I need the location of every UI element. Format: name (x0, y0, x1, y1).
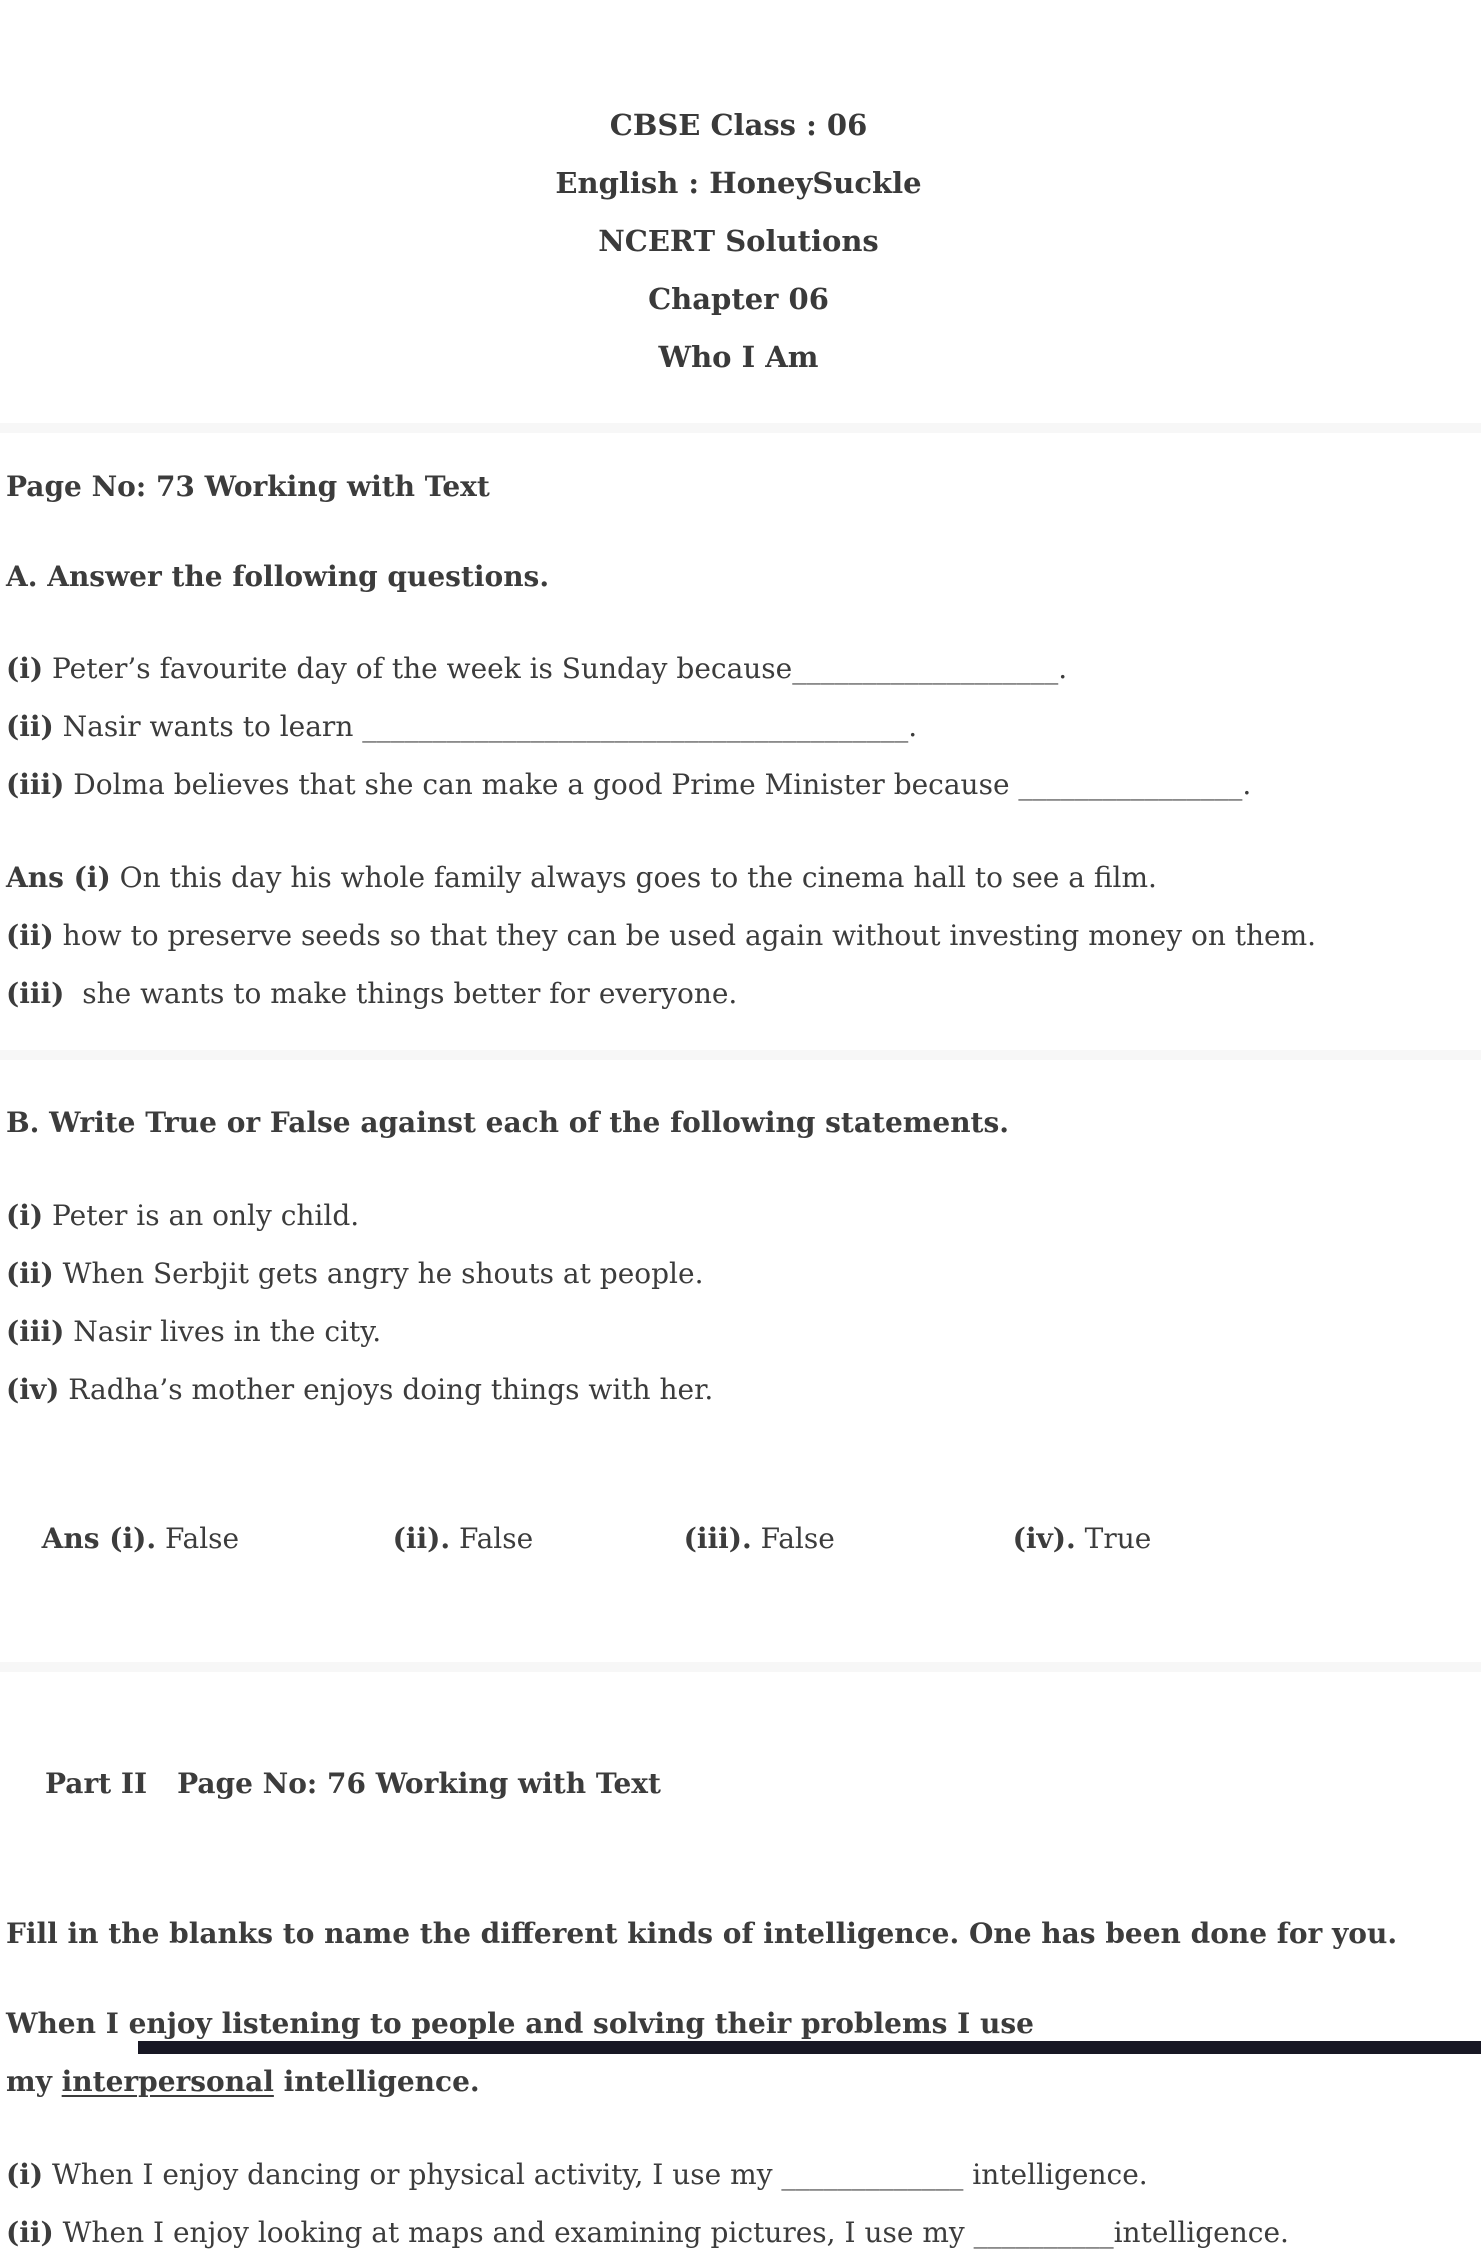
answer-number: Ans (i) (6, 861, 111, 894)
statement-number: (i) (6, 1199, 44, 1232)
question (6, 640, 1471, 698)
example-line-1: When I enjoy listening to people and solving their problems I use (6, 2007, 1034, 2040)
example-end: intelligence. (273, 2065, 480, 2098)
page-heading: Page No: 76 Working with Text (177, 1767, 661, 1800)
question (6, 756, 1471, 814)
part2-items (6, 2146, 1471, 2262)
question (6, 698, 1471, 756)
answer (6, 849, 1471, 907)
section-b-title: B. Write True or False against each of the following statements. (6, 1106, 1009, 1139)
answer (6, 907, 1471, 965)
section-divider (0, 1662, 1481, 1672)
answer-text: On this day his whole family always goes to the cinema hall to see a film. (110, 861, 1157, 894)
statement-text: When Serbjit gets angry he shouts at people. (53, 1257, 704, 1290)
statement (6, 1303, 1471, 1361)
title-line-chapter-name: Who I Am (658, 340, 819, 374)
example-line-2 (6, 2053, 1471, 2111)
item-number: (ii) (6, 2216, 54, 2249)
answer-text: how to preserve seeds so that they can be used again without investing money on them. (53, 919, 1317, 952)
section-divider (0, 1050, 1481, 1060)
answer-cell (1013, 1510, 1152, 1568)
statement (6, 1245, 1471, 1303)
statement (6, 1187, 1471, 1245)
answer-text: she wants to make things better for everyone. (64, 977, 738, 1010)
fill-blank-item (6, 2146, 1471, 2204)
page-heading: Page No: 73 Working with Text (6, 470, 490, 503)
question-text: Dolma believes that she can make a good Prime Minister because ________________. (64, 768, 1252, 801)
answer-number: Ans (i). (41, 1522, 157, 1555)
question-number: (i) (6, 652, 44, 685)
statement-number: (ii) (6, 1257, 54, 1290)
statement-text: Peter is an only child. (43, 1199, 360, 1232)
footer-bar (138, 2041, 1481, 2054)
answer-cell (42, 1510, 393, 1568)
example-answer-word: interpersonal (61, 2065, 274, 2098)
title-line-class: CBSE Class : 06 (609, 108, 868, 142)
section-b-statements (6, 1187, 1471, 1419)
item-text: When I enjoy looking at maps and examining pictures, I use my __________intelligence. (53, 2216, 1289, 2249)
question-number: (iii) (6, 768, 65, 801)
answer (6, 965, 1471, 1023)
statement-text: Nasir lives in the city. (64, 1315, 382, 1348)
statement-number: (iii) (6, 1315, 65, 1348)
answer-value: False (156, 1522, 240, 1555)
example-start: my (6, 2065, 62, 2098)
part2-instruction: Fill in the blanks to name the different kinds of intelligence. One has been done for you. (6, 1917, 1398, 1950)
item-text: When I enjoy dancing or physical activity, I use my _____________ intelligence. (43, 2158, 1148, 2191)
title-line-chapter: Chapter 06 (648, 282, 829, 316)
question-number: (ii) (6, 710, 54, 743)
part2-heading (6, 1697, 1471, 1871)
statement (6, 1361, 1471, 1419)
part-label: Part II (45, 1767, 148, 1800)
answer-number: (iii) (6, 977, 65, 1010)
section-b-answers-row (6, 1452, 1471, 1626)
answer-cell (393, 1510, 684, 1568)
section-a-answers (6, 849, 1471, 1023)
answer-value: False (450, 1522, 534, 1555)
item-number: (i) (6, 2158, 44, 2191)
document-title-block (6, 96, 1471, 386)
section-a-title: A. Answer the following questions. (6, 560, 550, 593)
answer-cell (684, 1510, 1013, 1568)
section-divider (0, 423, 1481, 433)
answer-number: (ii) (6, 919, 54, 952)
question-text: Nasir wants to learn _______________________________________. (53, 710, 918, 743)
statement-number: (iv) (6, 1373, 60, 1406)
answer-number: (ii). (392, 1522, 451, 1555)
fill-blank-item (6, 2204, 1471, 2262)
question-text: Peter’s favourite day of the week is Sunday because___________________. (43, 652, 1068, 685)
title-line-solutions: NCERT Solutions (598, 224, 879, 258)
section-a-questions (6, 640, 1471, 814)
answer-number: (iii). (683, 1522, 752, 1555)
answer-number: (iv). (1012, 1522, 1076, 1555)
answer-value: True (1075, 1522, 1152, 1555)
statement-text: Radha’s mother enjoys doing things with her. (59, 1373, 714, 1406)
answer-value: False (751, 1522, 835, 1555)
title-line-subject: English : HoneySuckle (555, 166, 922, 200)
